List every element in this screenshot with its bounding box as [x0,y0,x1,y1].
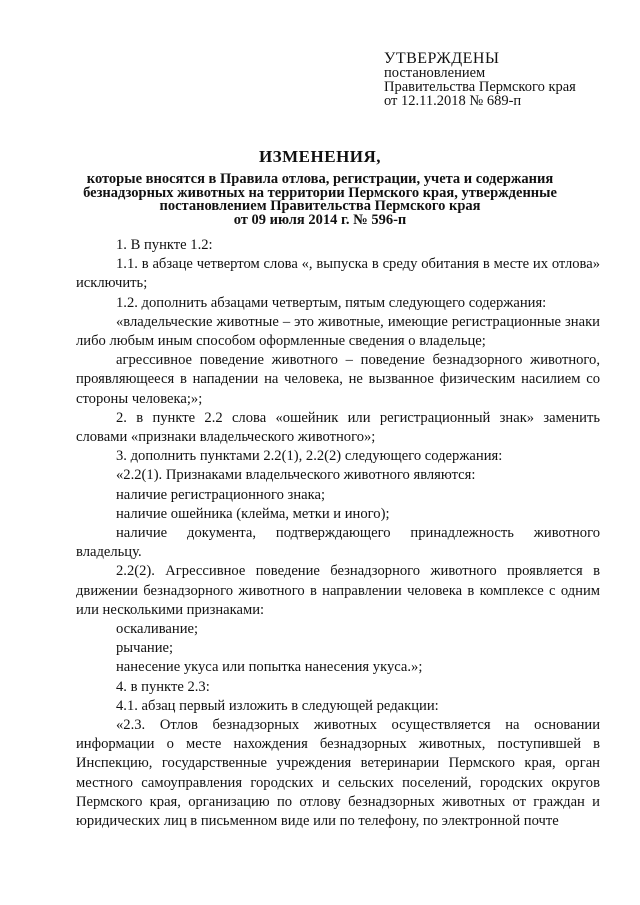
paragraph-2-3: «2.3. Отлов безнадзорных животных осуществляется на основании информации о месте нахождения безнадзорных животных, поступившей в Инспекцию, государственные учреждения ветеринарии Пермского края, орган местного самоуправления городских и сельских поселений, городских округов Пермского края, организацию по отлову безнадзорных животных от граждан и юридических лиц в письменном виде или по телефону, по электронной почте [76,717,600,830]
paragraph-owned-animals: «владельческие животные – это животные, имеющие регистрационные знаки либо любым иным способом оформленные сведения о владельце; [76,313,600,350]
heading-subtitle-4: от 09 июля 2014 г. № 596-п [233,211,407,228]
approval-title: УТВЕРЖДЕНЫ [384,50,500,67]
paragraph-feature-3: нанесение укуса или попытка нанесения укуса.»; [116,659,423,676]
approval-line-3: от 12.11.2018 № 689-п [384,93,522,109]
heading-title: ИЗМЕНЕНИЯ, [258,147,382,166]
paragraph-3: 3. дополнить пунктами 2.2(1), 2.2(2) следующего содержания: [116,448,503,465]
paragraph-1-2: 1.2. дополнить абзацами четвертым, пятым следующего содержания: [116,294,547,311]
approval-stamp-block [384,52,576,108]
paragraph-feature-2: рычание; [116,640,174,657]
paragraph-2-2-2: 2.2(2). Агрессивное поведение безнадзорного животного проявляется в движении безнадзорного животного в направлении человека в комплексе с одним или несколькими признаками: [76,563,600,618]
paragraph-aggressive-behavior: агрессивное поведение животного – поведение безнадзорного животного, проявляющееся в нападении на человека, не вызванное физическим насилием со стороны человека;»; [76,352,600,407]
heading-subtitle-3: постановлением Правительства Пермского края [159,198,481,214]
paragraph-feature-1: оскаливание; [116,621,199,638]
approval-line-1: постановлением [384,65,486,81]
paragraph-1: 1. В пункте 1.2: [116,237,213,253]
heading-subtitle-1: которые вносятся в Правила отлова, регистрации, учета и содержания [86,171,554,187]
paragraph-1-1: 1.1. в абзаце четвертом слова «, выпуска в среду обитания в месте их отлова» исключить; [76,256,600,292]
approval-line-2: Правительства Пермского края [384,79,576,95]
paragraph-sign-2: наличие ошейника (клейма, метки и иного); [116,505,390,522]
paragraph-4-1: 4.1. абзац первый изложить в следующей редакции: [116,697,439,714]
heading-subtitle-2: безнадзорных животных на территории Пермского края, утвержденные [83,184,557,201]
document-heading [40,147,600,227]
paragraph-4: 4. в пункте 2.3: [116,678,210,695]
document-body [76,236,600,831]
paragraph-sign-3: наличие документа, подтверждающего принадлежность животного владельцу. [76,525,600,561]
paragraph-2-2-1: «2.2(1). Признаками владельческого животного являются: [116,467,476,484]
paragraph-2: 2. в пункте 2.2 слова «ошейник или регистрационный знак» заменить словами «признаки владельческого животного»; [76,409,600,446]
paragraph-sign-1: наличие регистрационного знака; [116,486,326,503]
